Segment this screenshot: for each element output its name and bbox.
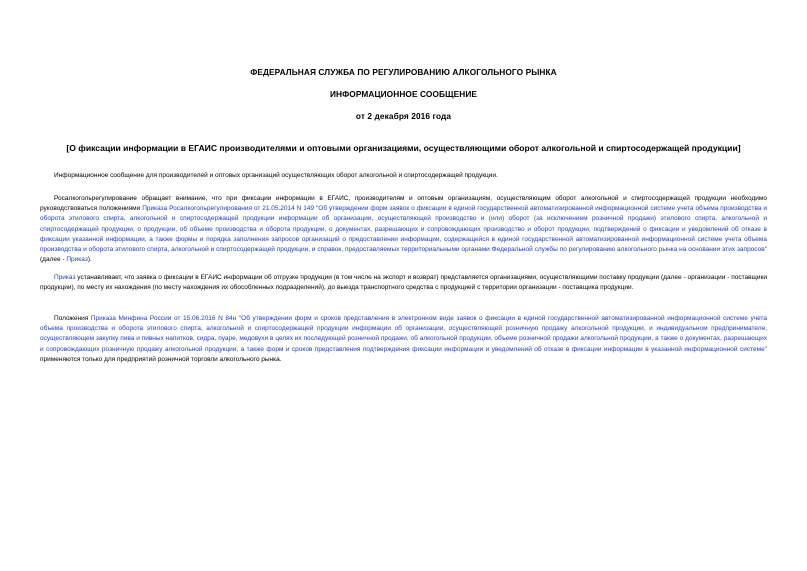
paragraph-retail: [40, 314, 767, 365]
doc-date: от 2 декабря 2016 года: [355, 111, 452, 121]
document-title: [О фиксации информации в ЕГАИС производителями и оптовыми организациями, осуществляющими оборот алкогольной и спиртосодержащей продукции]: [66, 143, 741, 153]
paragraph-text: ).: [87, 256, 92, 264]
paragraph-text: Положения: [54, 315, 91, 322]
paragraph-regulation: [40, 194, 767, 265]
paragraph-text: применяются только для предприятий розничной торговли алкогольного рынка.: [40, 355, 282, 363]
doc-type-heading: ИНФОРМАЦИОННОЕ СООБЩЕНИЕ: [329, 89, 478, 99]
minfin-order-link[interactable]: Приказа Минфина России от 15.06.2016 N 84н "Об утверждении форм и сроков представления в электронном виде заявок о фиксации в единой государственной автоматизированной информационной системе учета объема производства и оборота этилового спирта, алкогольной и спиртосодержащей продукции информации об организации, осуществляющей розничную продажу алкогольной продукции, и индивидуальном предпринимателе, осуществляющем закупку пива и пивных напитков, сидра, пуаре, медовухи в целях их последующей розничной продажи, об алкогольной продукции, объеме розничной продажи алкогольной продукции, а также о документах, разрешающих и сопровождающих розничную продажу алкогольной продукции, а также форм и сроков представления подтверждения фиксации информации и уведомлений об отказе в фиксации информации в указанной информационной системе": [40, 315, 768, 353]
agency-heading: ФЕДЕРАЛЬНАЯ СЛУЖБА ПО РЕГУЛИРОВАНИЮ АЛКОГОЛЬНОГО РЫНКА: [250, 67, 557, 77]
paragraph-text: устанавливает, что заявка о фиксации в ЕГАИС информации об отгрузке продукции (в том числе на экспорт и возврат) представляется организациями, осуществляющими поставку продукции (далее - организации - поставщики продукции), по месту их нахождения (по месту нахождения их обособленных подразделений), до выезда транспортного средства с продукцией с территории организации - поставщика продукции.: [40, 274, 767, 292]
paragraph-shipment: [40, 273, 767, 293]
order-149-link[interactable]: Приказа Росалкогольрегулирования от 21.05.2014 N 149 "Об утверждении форм заявок о фиксации в единой государственной автоматизированной информационной системе учета объема производства и оборота этилового спирта, алкогольной и спиртосодержащей продукции информации об организации, осуществляющей производство и (или) оборот (за исключением розничной продажи) этилового спирта, алкогольной и спиртосодержащей продукции, о продукции, об объеме производства и оборота продукции, о документах, разрешающих и сопровождающих производство и оборот продукции, подтверждений о фиксации и уведомлений об отказе в фиксации указанной информации, а также формы и порядка заполнения запросов организаций о предоставлении информации, содержащейся в единой государственной автоматизированной информационной системе учета объема производства и оборота этилового спирта, алкогольной и спиртосодержащей продукции, и справок, предоставляемых территориальными органами Федеральной службы по регулированию алкогольного рынка на основании этих запросов": [40, 205, 767, 254]
order-link[interactable]: Приказ: [54, 274, 76, 281]
intro-paragraph: Информационное сообщение для производителей и оптовых организаций осуществляющих оборот алкогольной и спиртосодержащей продукции.: [54, 172, 498, 179]
paragraph-text: Росалкогольрегулирование обращает внимание, что при фиксации информации в ЕГАИС, производителям и оптовым организациям, осуществляющим оборот алкогольной и спиртосодержащей продукции необходимо руководствоваться положениями: [40, 195, 767, 213]
order-short-link[interactable]: Приказ: [66, 256, 88, 264]
paragraph-text: (далее -: [40, 256, 67, 264]
